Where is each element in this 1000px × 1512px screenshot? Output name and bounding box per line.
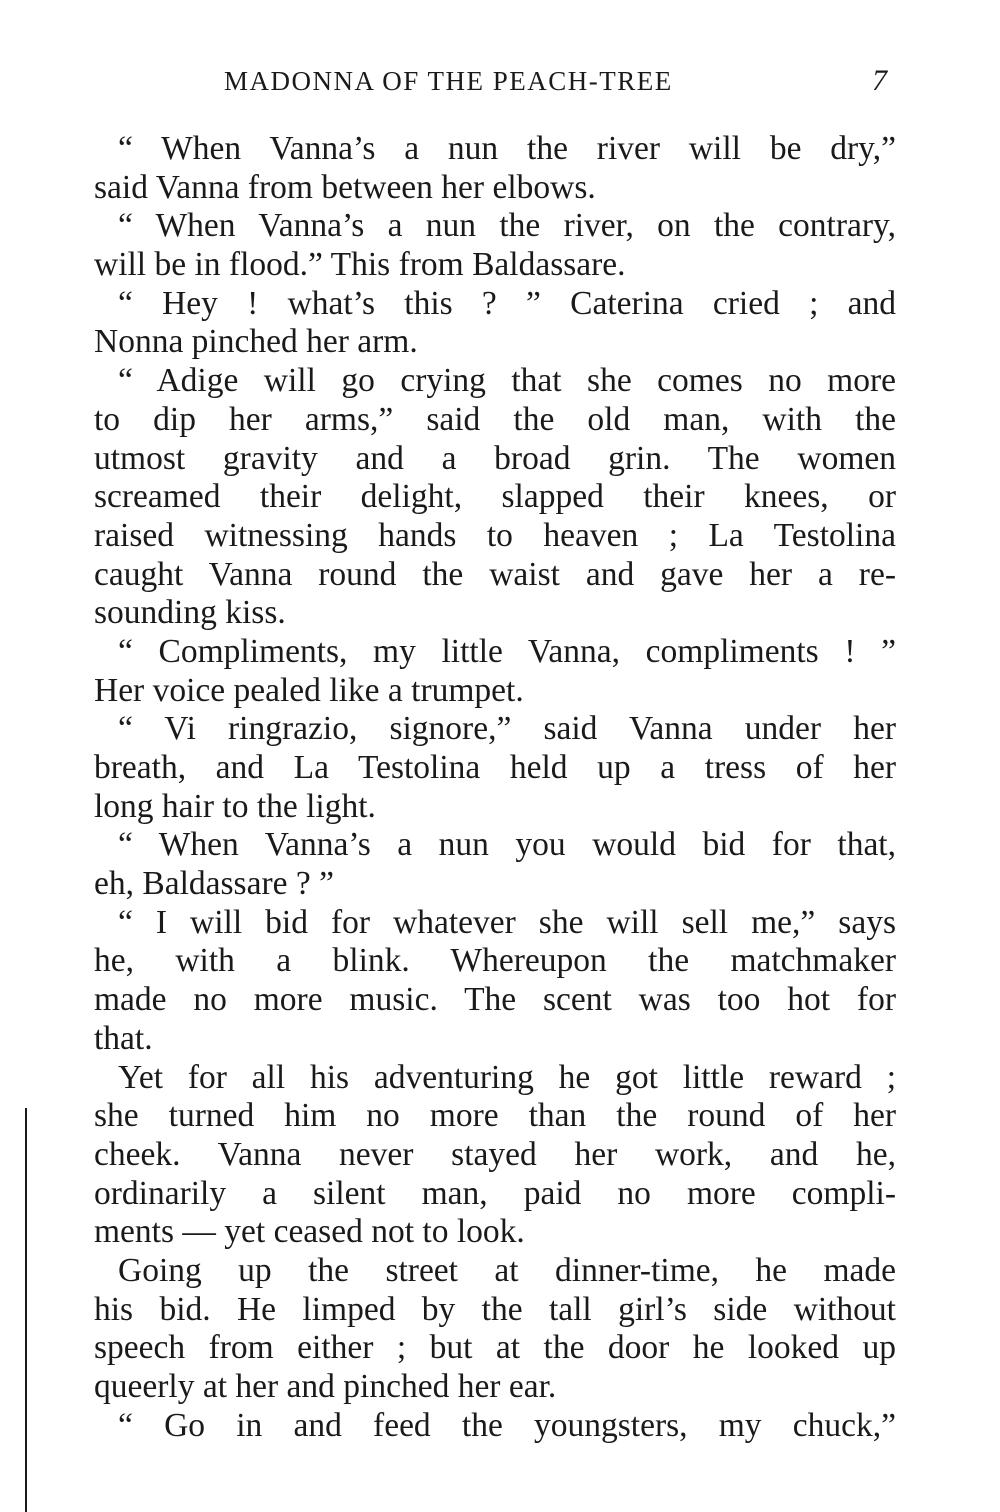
text-line: breath, and La Testolina held up a tress of her <box>94 749 896 786</box>
text-line: said Vanna from between her elbows. <box>94 168 596 206</box>
text-line: “ Go in and feed the youngsters, my chuck,” <box>118 1406 896 1444</box>
text-line: caught Vanna round the waist and gave her a re- <box>94 555 896 593</box>
page-number: 7 <box>872 64 887 97</box>
text-line: long hair to the light. <box>94 787 376 825</box>
text-line: “ When Vanna’s a nun you would bid for that, <box>118 826 896 864</box>
text-line: she turned him no more than the round of her <box>94 1097 896 1135</box>
text-line: will be in flood.” This from Baldassare. <box>94 246 626 284</box>
running-head: MADONNA OF THE PEACH-TREE <box>224 66 673 96</box>
text-line: his bid. He limped by the tall girl’s side without <box>94 1290 896 1328</box>
text-line: “ Compliments, my little Vanna, compliments ! ” <box>118 632 896 670</box>
text-line: Yet for all his adventuring he got little reward ; <box>118 1058 896 1096</box>
text-line: utmost gravity and a broad grin. The women <box>94 439 896 477</box>
text-line: “ When Vanna’s a nun the river, on the contrary, <box>118 207 896 245</box>
text-line: “ Vi ringrazio, signore,” said Vanna under her <box>118 710 896 748</box>
text-line: speech from either ; but at the door he looked up <box>94 1329 896 1367</box>
text-line: he, with a blink. Whereupon the matchmaker <box>94 942 896 980</box>
text-line: that. <box>94 1019 153 1057</box>
text-line: raised witnessing hands to heaven ; La Testolina <box>94 516 896 554</box>
text-line: eh, Baldassare ? ” <box>94 865 334 903</box>
text-line: “ Adige will go crying that she comes no more <box>118 362 896 400</box>
text-line: sounding kiss. <box>94 594 286 632</box>
body-text <box>94 130 896 1445</box>
text-line: made no more music. The scent was too hot for <box>94 981 896 1019</box>
text-line: Going up the street at dinner-time, he made <box>118 1251 896 1289</box>
text-line: Nonna pinched her arm. <box>94 323 418 361</box>
text-line: cheek. Vanna never stayed her work, and he, <box>94 1135 896 1173</box>
text-line: to dip her arms,” said the old man, with the <box>94 400 896 438</box>
text-line: ordinarily a silent man, paid no more compli- <box>94 1174 896 1212</box>
text-line: ments — yet ceased not to look. <box>94 1213 525 1251</box>
text-line: “ When Vanna’s a nun the river will be dry,” <box>118 130 896 167</box>
text-line: Her voice pealed like a trumpet. <box>94 671 524 709</box>
margin-rule <box>25 1108 27 1512</box>
text-line: screamed their delight, slapped their knees, or <box>94 478 896 516</box>
text-line: “ Hey ! what’s this ? ” Caterina cried ; and <box>118 284 896 322</box>
text-line: queerly at her and pinched her ear. <box>94 1368 557 1405</box>
text-line: “ I will bid for whatever she will sell me,” says <box>118 903 896 941</box>
